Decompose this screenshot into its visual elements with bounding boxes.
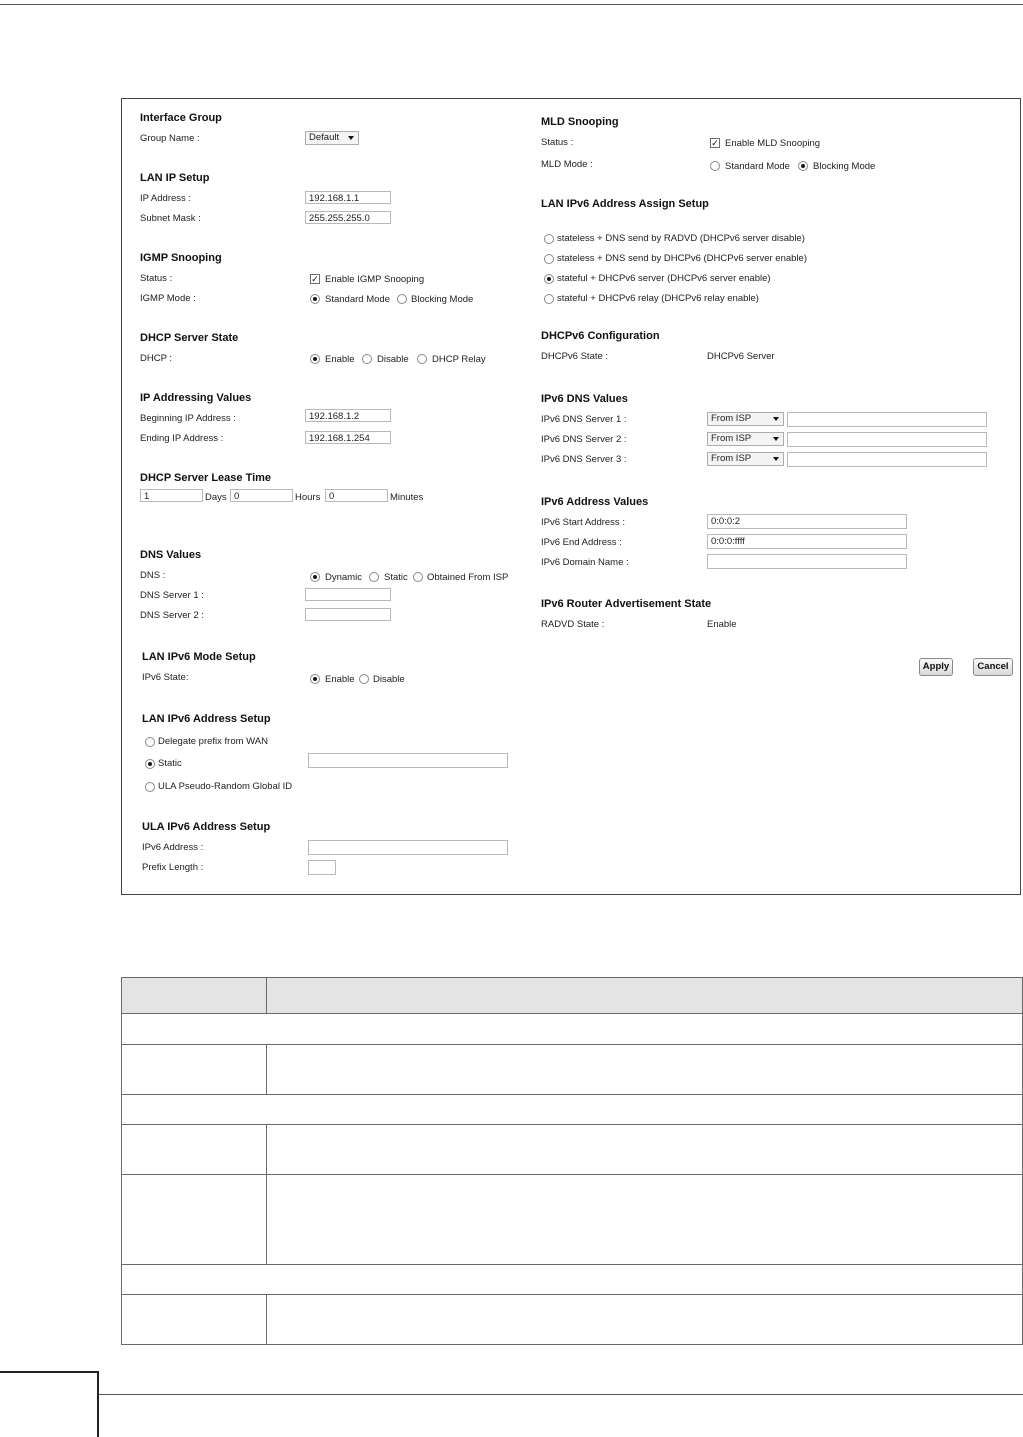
- ipv6-dns3-label: IPv6 DNS Server 3 :: [541, 454, 627, 465]
- section-title-assign: LAN IPv6 Address Assign Setup: [541, 198, 709, 210]
- section-title-mld: MLD Snooping: [541, 116, 619, 128]
- table-header: [122, 978, 1022, 1014]
- group-name-label: Group Name :: [140, 133, 200, 144]
- delegate-prefix-label: Delegate prefix from WAN: [158, 736, 268, 747]
- igmp-enable-checkbox[interactable]: ✓: [311, 274, 319, 284]
- mld-enable-checkbox[interactable]: ✓: [711, 138, 719, 148]
- dns-static-radio[interactable]: [369, 572, 379, 582]
- table-row: [122, 1045, 1022, 1095]
- chevron-down-icon: [773, 437, 779, 441]
- dhcpv6-state-label: DHCPv6 State :: [541, 351, 609, 362]
- mld-standard-radio[interactable]: [710, 161, 720, 171]
- assign-option-label-2: stateless + DNS send by DHCPv6 (DHCPv6 server enable): [557, 253, 807, 264]
- section-title-ip-addressing: IP Addressing Values: [140, 392, 252, 404]
- section-title-lan-ip: LAN IP Setup: [140, 172, 210, 184]
- mld-status-label: Status :: [541, 137, 574, 148]
- ipv6-enable-label: Enable: [325, 674, 355, 685]
- ipv6-dns3-select[interactable]: [707, 452, 784, 466]
- cancel-button[interactable]: Cancel: [973, 658, 1013, 676]
- table-section-row: [122, 1014, 1022, 1045]
- footer-rule: [99, 1394, 1023, 1395]
- table-column-divider: [266, 1045, 267, 1095]
- ipv6-start-input[interactable]: 0:0:0:2: [707, 514, 907, 529]
- static-prefix-input[interactable]: [308, 753, 508, 768]
- ula-address-input[interactable]: [308, 840, 508, 855]
- dns-label: DNS :: [140, 570, 166, 581]
- assign-option-radio-1[interactable]: [544, 234, 554, 244]
- table-section-row: [122, 1265, 1022, 1295]
- table-row: [122, 1125, 1022, 1175]
- ipv6-dns1-value: From ISP: [711, 413, 752, 424]
- table-section-row: [122, 1095, 1022, 1125]
- dhcp-relay-label: DHCP Relay: [432, 354, 486, 365]
- section-title-igmp: IGMP Snooping: [140, 252, 222, 264]
- ula-random-radio[interactable]: [145, 782, 155, 792]
- ending-ip-input[interactable]: 192.168.1.254: [305, 431, 391, 444]
- section-title-lease-time: DHCP Server Lease Time: [140, 472, 272, 484]
- dhcp-disable-label: Disable: [377, 354, 409, 365]
- igmp-standard-label: Standard Mode: [325, 294, 390, 305]
- lease-hours-input[interactable]: 0: [230, 489, 293, 502]
- page-number-box: [0, 1371, 99, 1437]
- ipv6-dns1-input[interactable]: [787, 412, 987, 427]
- dhcp-label: DHCP :: [140, 353, 173, 364]
- lease-minutes-label: Minutes: [390, 492, 424, 503]
- lease-hours-label: Hours: [295, 492, 321, 503]
- ending-ip-label: Ending IP Address :: [140, 433, 224, 444]
- ipv6-dns2-input[interactable]: [787, 432, 987, 447]
- lease-days-input[interactable]: 1: [140, 489, 203, 502]
- assign-option-radio-4[interactable]: [544, 294, 554, 304]
- chevron-down-icon: [348, 136, 354, 140]
- section-title-dns: DNS Values: [140, 549, 202, 561]
- chevron-down-icon: [773, 457, 779, 461]
- subnet-mask-label: Subnet Mask :: [140, 213, 201, 224]
- section-title-ipv6-mode: LAN IPv6 Mode Setup: [142, 651, 256, 663]
- section-title-ipv6-address: LAN IPv6 Address Setup: [142, 713, 271, 725]
- mld-standard-label: Standard Mode: [725, 161, 790, 172]
- section-title-ipv6-dns: IPv6 DNS Values: [541, 393, 628, 405]
- dhcp-enable-radio[interactable]: [310, 354, 320, 364]
- group-name-select[interactable]: [305, 131, 359, 145]
- group-name-value: Default: [309, 132, 340, 143]
- dhcp-enable-label: Enable: [325, 354, 355, 365]
- ipv6-domain-label: IPv6 Domain Name :: [541, 557, 629, 568]
- beginning-ip-label: Beginning IP Address :: [140, 413, 236, 424]
- igmp-enable-label: Enable IGMP Snooping: [325, 274, 425, 285]
- section-title-interface-group: Interface Group: [140, 112, 222, 124]
- radvd-state-value: Enable: [707, 619, 737, 630]
- ula-random-label: ULA Pseudo-Random Global ID: [158, 781, 293, 792]
- ipv6-dns3-value: From ISP: [711, 453, 752, 464]
- igmp-blocking-radio[interactable]: [397, 294, 407, 304]
- lease-minutes-input[interactable]: 0: [325, 489, 388, 502]
- igmp-mode-label: IGMP Mode :: [140, 293, 196, 304]
- ip-address-input[interactable]: 192.168.1.1: [305, 191, 391, 204]
- ipv6-dns2-value: From ISP: [711, 433, 752, 444]
- dns-dynamic-radio[interactable]: [310, 572, 320, 582]
- ipv6-start-label: IPv6 Start Address :: [541, 517, 625, 528]
- section-title-radvd: IPv6 Router Advertisement State: [541, 598, 712, 610]
- ipv6-dns2-label: IPv6 DNS Server 2 :: [541, 434, 627, 445]
- ipv6-disable-radio[interactable]: [359, 674, 369, 684]
- ipv6-state-label: IPv6 State:: [142, 672, 189, 683]
- mld-mode-label: MLD Mode :: [541, 159, 593, 170]
- ipv6-dns3-input[interactable]: [787, 452, 987, 467]
- dns-server1-input[interactable]: [305, 588, 391, 601]
- dhcp-relay-radio[interactable]: [417, 354, 427, 364]
- ipv6-dns1-label: IPv6 DNS Server 1 :: [541, 414, 627, 425]
- assign-option-label-3: stateful + DHCPv6 server (DHCPv6 server enable): [557, 273, 771, 284]
- igmp-status-label: Status :: [140, 273, 173, 284]
- assign-option-radio-3[interactable]: [544, 274, 554, 284]
- section-title-dhcp-state: DHCP Server State: [140, 332, 239, 344]
- beginning-ip-input[interactable]: 192.168.1.2: [305, 409, 391, 422]
- mld-blocking-label: Blocking Mode: [813, 161, 876, 172]
- assign-option-label-4: stateful + DHCPv6 relay (DHCPv6 relay enable): [557, 293, 759, 304]
- chevron-down-icon: [773, 417, 779, 421]
- dhcp-disable-radio[interactable]: [362, 354, 372, 364]
- dns-obtained-radio[interactable]: [413, 572, 423, 582]
- apply-button[interactable]: Apply: [919, 658, 953, 676]
- dhcpv6-state-value: DHCPv6 Server: [707, 351, 775, 362]
- ipv6-dns1-select[interactable]: [707, 412, 784, 426]
- table-column-divider: [266, 1295, 267, 1344]
- static-prefix-label: Static: [158, 758, 182, 769]
- lease-days-label: Days: [205, 492, 227, 503]
- mld-blocking-radio[interactable]: [798, 161, 808, 171]
- dns-dynamic-label: Dynamic: [325, 572, 362, 583]
- ipv6-dns2-select[interactable]: [707, 432, 784, 446]
- table-column-divider: [266, 1175, 267, 1265]
- prefix-length-label: Prefix Length :: [142, 862, 204, 873]
- dns-server2-label: DNS Server 2 :: [140, 610, 204, 621]
- radvd-state-label: RADVD State :: [541, 619, 605, 630]
- mld-enable-label: Enable MLD Snooping: [725, 138, 821, 149]
- header-rule: [0, 4, 1023, 5]
- section-title-dhcpv6: DHCPv6 Configuration: [541, 330, 660, 342]
- igmp-blocking-label: Blocking Mode: [411, 294, 474, 305]
- delegate-prefix-radio[interactable]: [145, 737, 155, 747]
- assign-option-label-1: stateless + DNS send by RADVD (DHCPv6 server disable): [557, 233, 805, 244]
- section-title-ipv6-values: IPv6 Address Values: [541, 496, 649, 508]
- dns-server1-label: DNS Server 1 :: [140, 590, 204, 601]
- ipv6-domain-input[interactable]: [707, 554, 907, 569]
- ipv6-enable-radio[interactable]: [310, 674, 320, 684]
- table-column-divider: [266, 978, 267, 1014]
- dns-server2-input[interactable]: [305, 608, 391, 621]
- dns-obtained-label: Obtained From ISP: [427, 572, 509, 583]
- table-column-divider: [266, 1125, 267, 1175]
- ipv6-end-input[interactable]: 0:0:0:ffff: [707, 534, 907, 549]
- ip-address-label: IP Address :: [140, 193, 192, 204]
- section-title-ula: ULA IPv6 Address Setup: [142, 821, 271, 833]
- description-table: [121, 977, 1023, 1345]
- ula-address-label: IPv6 Address :: [142, 842, 204, 853]
- prefix-length-input[interactable]: [308, 860, 336, 875]
- ipv6-end-label: IPv6 End Address :: [541, 537, 622, 548]
- igmp-standard-radio[interactable]: [310, 294, 320, 304]
- subnet-mask-input[interactable]: 255.255.255.0: [305, 211, 391, 224]
- assign-option-radio-2[interactable]: [544, 254, 554, 264]
- dns-static-label: Static: [384, 572, 408, 583]
- table-row: [122, 1175, 1022, 1265]
- static-prefix-radio[interactable]: [145, 759, 155, 769]
- ipv6-disable-label: Disable: [373, 674, 405, 685]
